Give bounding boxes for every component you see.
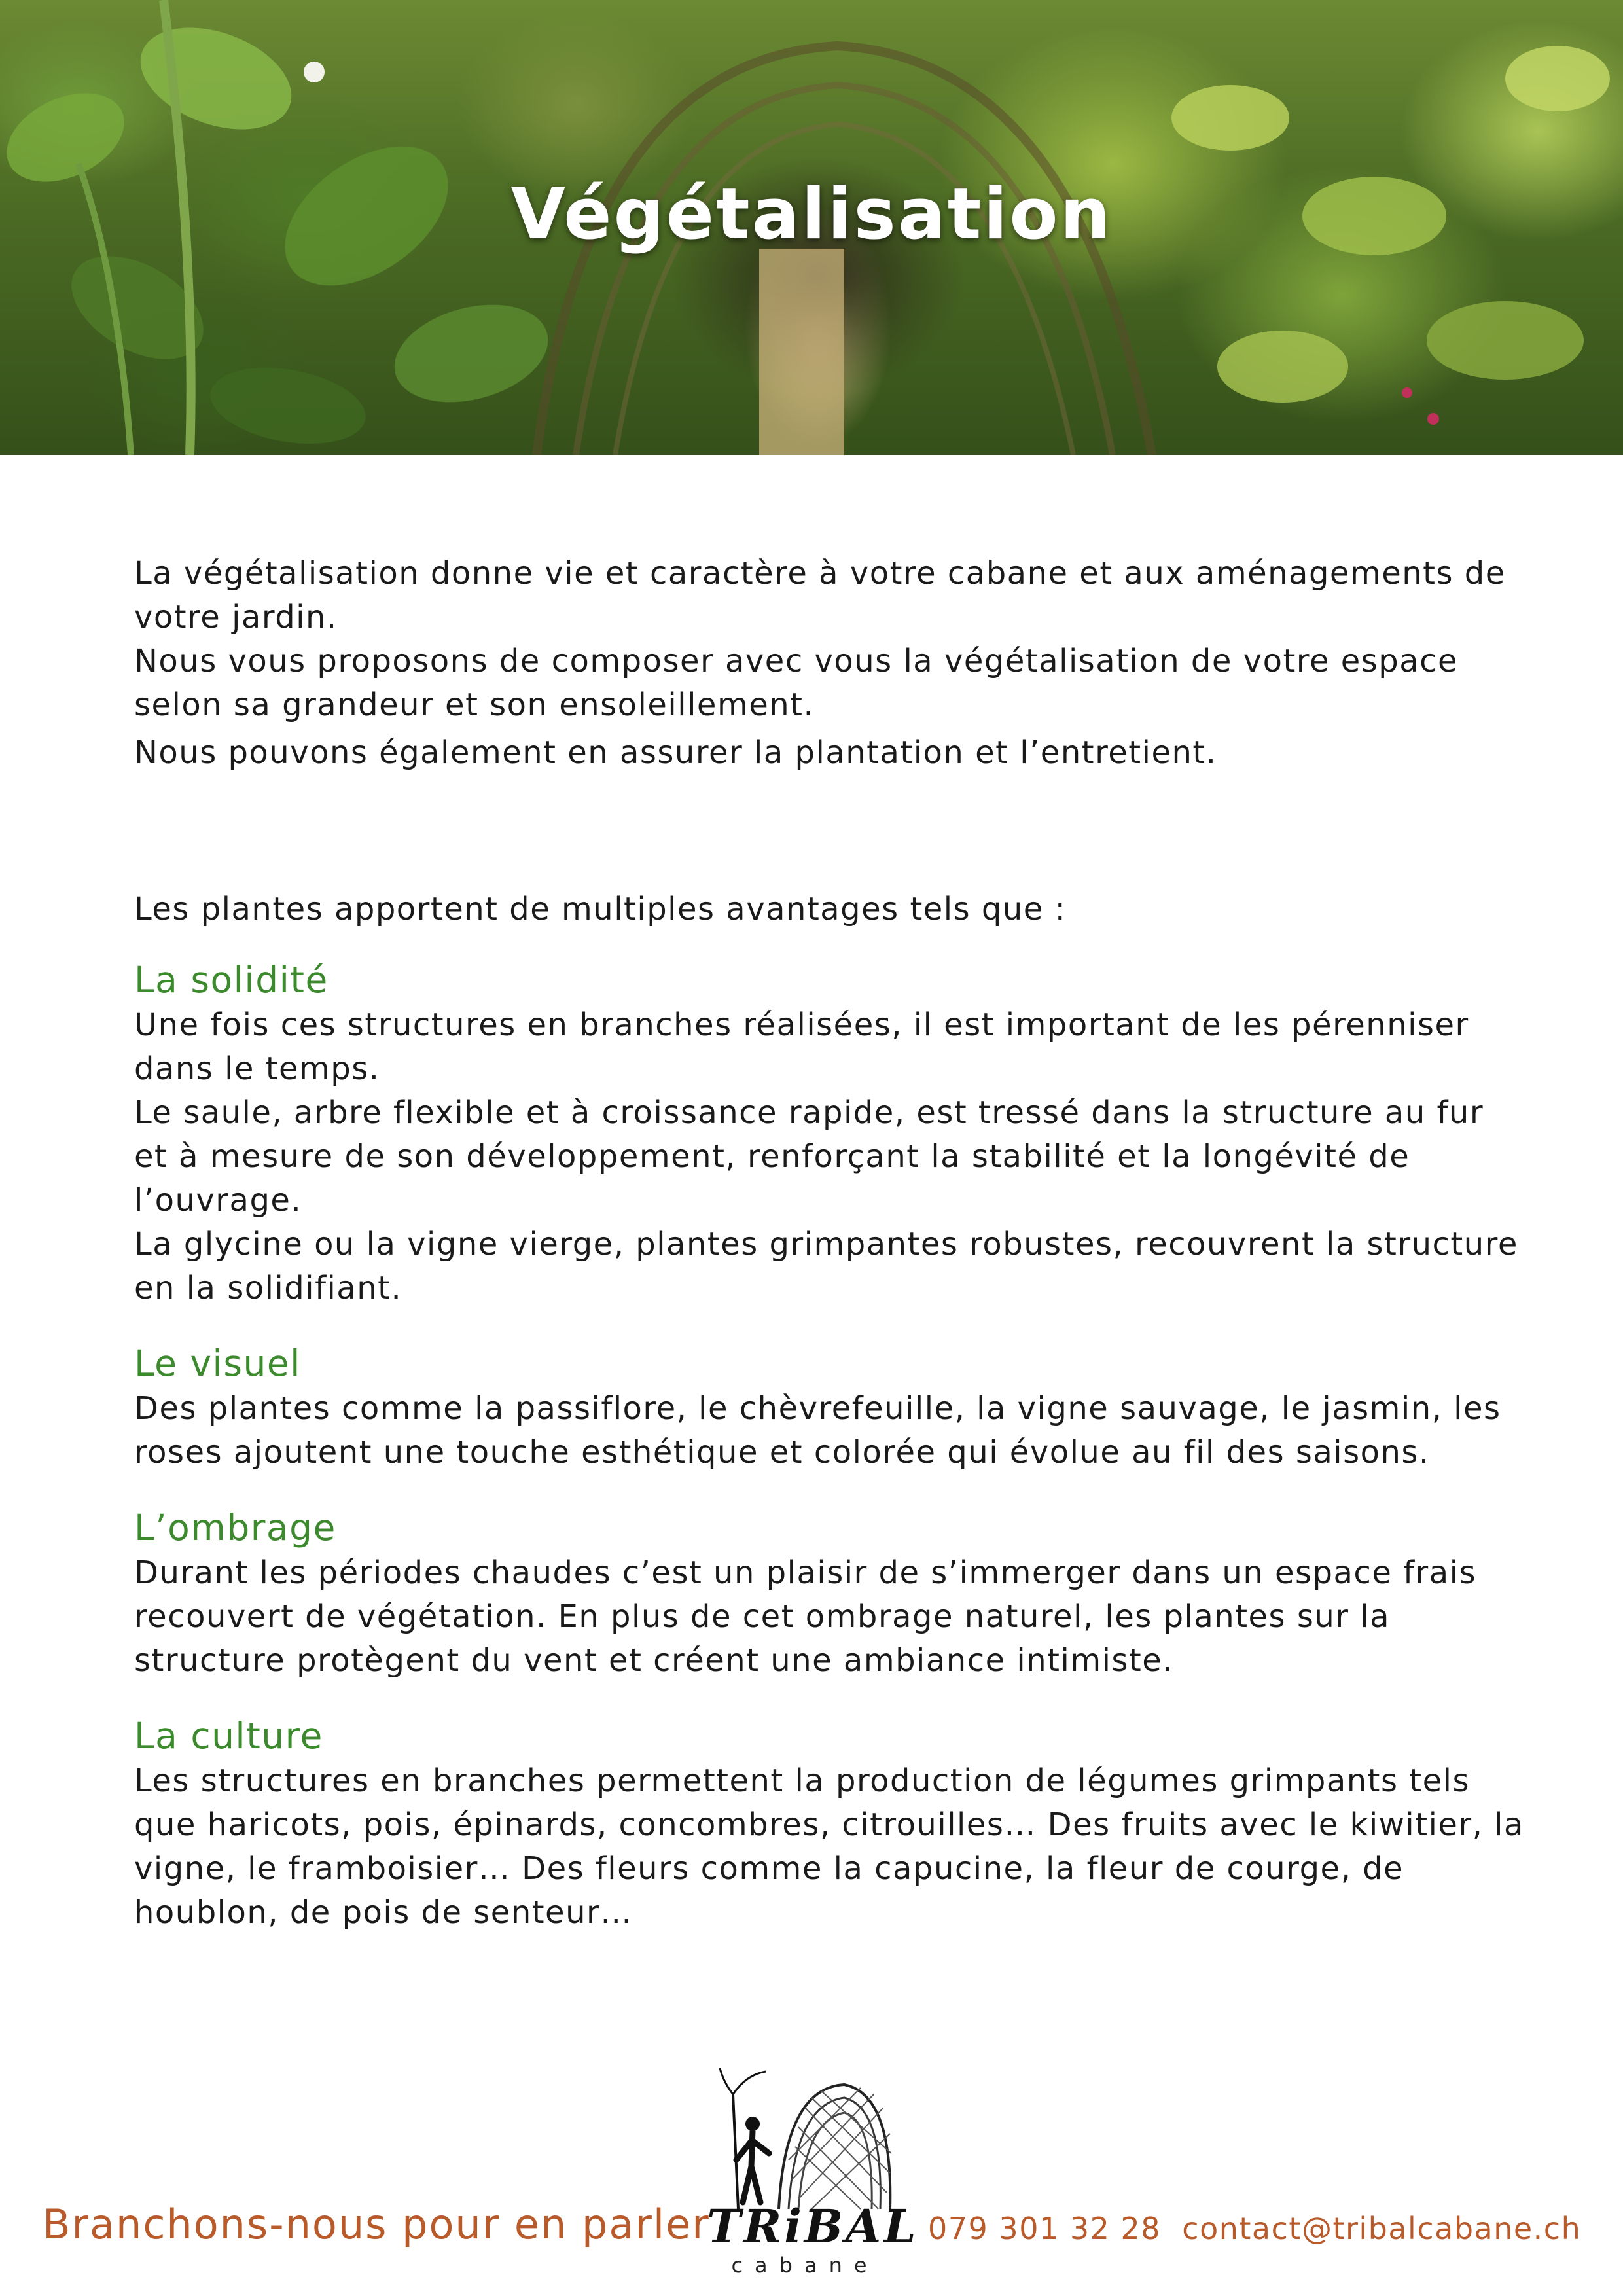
section-heading: Le visuel — [134, 1342, 301, 1384]
intro-paragraph-1: La végétalisation donne vie et caractère à votre cabane et aux aménagements de votre jardin. — [134, 555, 1506, 636]
section-paragraph: Durant les périodes chaudes c’est un plaisir de s’immerger dans un espace frais recouvert de végétation. En plus de cet ombrage naturel, les plantes sur la structure protègent du vent et créent une ambiance intimiste. — [134, 1554, 1476, 1679]
section-paragraph: Une fois ces structures en branches réalisées, il est important de les pérenniser dans le temps. — [134, 1007, 1469, 1087]
section-paragraph: La glycine ou la vigne vierge, plantes grimpantes robustes, recouvrent la structure en la solidifiant. — [134, 1226, 1518, 1306]
logo-subtitle: cabane — [731, 2253, 879, 2278]
logo-wordmark: TRiBAL — [707, 2199, 919, 2253]
section-heading: La solidité — [134, 959, 329, 1001]
section-paragraph: Les structures en branches permettent la production de légumes grimpants tels que haricots, pois, épinards, concombres, citrouilles… Des fruits avec le kiwitier, la vigne, le framboisier… Des fleurs comme la capucine, la fleur de courge, de houblon, de pois de senteur… — [134, 1763, 1524, 1931]
intro-paragraph-3: Nous pouvons également en assurer la plantation et l’entretient. — [134, 734, 1217, 771]
logo-drawing-icon — [707, 2068, 903, 2219]
footer-contact — [928, 2211, 1581, 2246]
email-link[interactable]: contact@tribalcabane.ch — [1182, 2211, 1582, 2246]
section-solidite — [134, 956, 1525, 1310]
benefits-lead: Les plantes apportent de multiples avantages tels que : — [134, 891, 1067, 927]
main-content — [134, 552, 1525, 1935]
page-title: Végétalisation — [510, 173, 1113, 255]
section-ombrage — [134, 1504, 1525, 1683]
section-paragraph: Le saule, arbre flexible et à croissance rapide, est tressé dans la structure au fur et à mesure de son développement, renforçant la stabilité et la longévité de l’ouvrage. — [134, 1094, 1484, 1219]
section-paragraph: Des plantes comme la passiflore, le chèvrefeuille, la vigne sauvage, le jasmin, les roses ajoutent une touche esthétique et colorée qui évolue au fil des saisons. — [134, 1390, 1501, 1471]
phone-number[interactable]: 079 301 32 28 — [928, 2211, 1162, 2246]
section-visuel — [134, 1340, 1525, 1475]
intro-paragraph-2: Nous vous proposons de composer avec vous la végétalisation de votre espace selon sa grandeur et son ensoleillement. — [134, 643, 1459, 723]
footer-cta: Branchons-nous pour en parler — [43, 2200, 710, 2248]
header-photo — [0, 0, 1623, 455]
section-culture — [134, 1712, 1525, 1935]
section-heading: L’ombrage — [134, 1507, 336, 1549]
section-heading: La culture — [134, 1715, 323, 1757]
tribal-cabane-logo-icon — [707, 2068, 919, 2281]
